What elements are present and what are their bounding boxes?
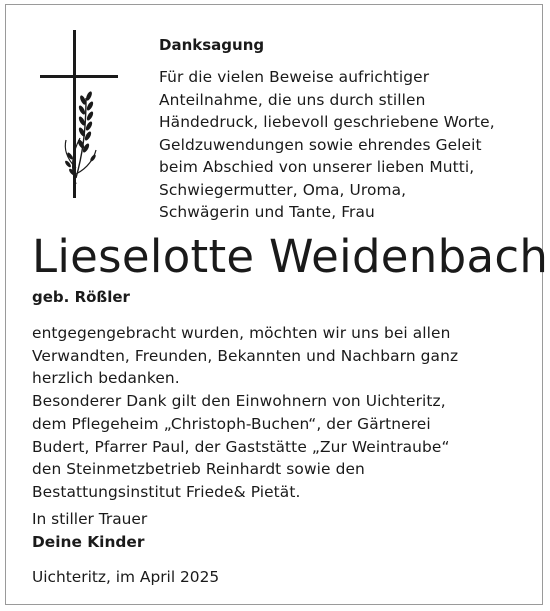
place-date: Uichteritz, im April 2025 [32,568,220,586]
body-line: Verwandten, Freunden, Bekannten und Nachbarn ganz [32,346,459,365]
signatories: Deine Kinder [32,532,145,551]
cross-with-wheat-icon [36,28,120,200]
body-line: den Steinmetzbetrieb Reinhardt sowie den [32,460,365,479]
body-line: Budert, Pfarrer Paul, der Gaststätte „Zur Weintraube“ [32,437,450,456]
body-line: dem Pflegeheim „Christoph-Buchen“, der Gärtnerei [32,414,431,433]
closing-phrase: In stiller Trauer [32,510,148,528]
body-line: entgegengebracht wurden, möchten wir uns bei allen [32,324,451,342]
intro-paragraph [159,66,495,224]
intro-line: Schwägerin und Tante, Frau [159,203,375,221]
maiden-name: geb. Rößler [32,288,130,306]
intro-line: Geldzuwendungen sowie ehrendes Geleit [159,135,482,154]
intro-line: Schwiegermutter, Oma, Uroma, [159,180,407,199]
intro-line: Für die vielen Beweise aufrichtiger [159,68,430,86]
body-line: Bestattungsinstitut Friede& Pietät. [32,482,301,501]
closing-block [32,508,147,553]
intro-line: beim Abschied von unserer lieben Mutti, [159,158,475,176]
body-line: herzlich bedanken. [32,369,180,388]
intro-line: Händedruck, liebevoll geschriebene Worte, [159,113,495,131]
deceased-name: Lieselotte Weidenbach [32,230,549,283]
intro-line: Anteilnahme, die uns durch stillen [159,90,426,109]
body-line: Besonderer Dank gilt den Einwohnern von Uichteritz, [32,392,446,411]
notice-heading: Danksagung [159,36,265,54]
body-paragraph [32,322,458,504]
